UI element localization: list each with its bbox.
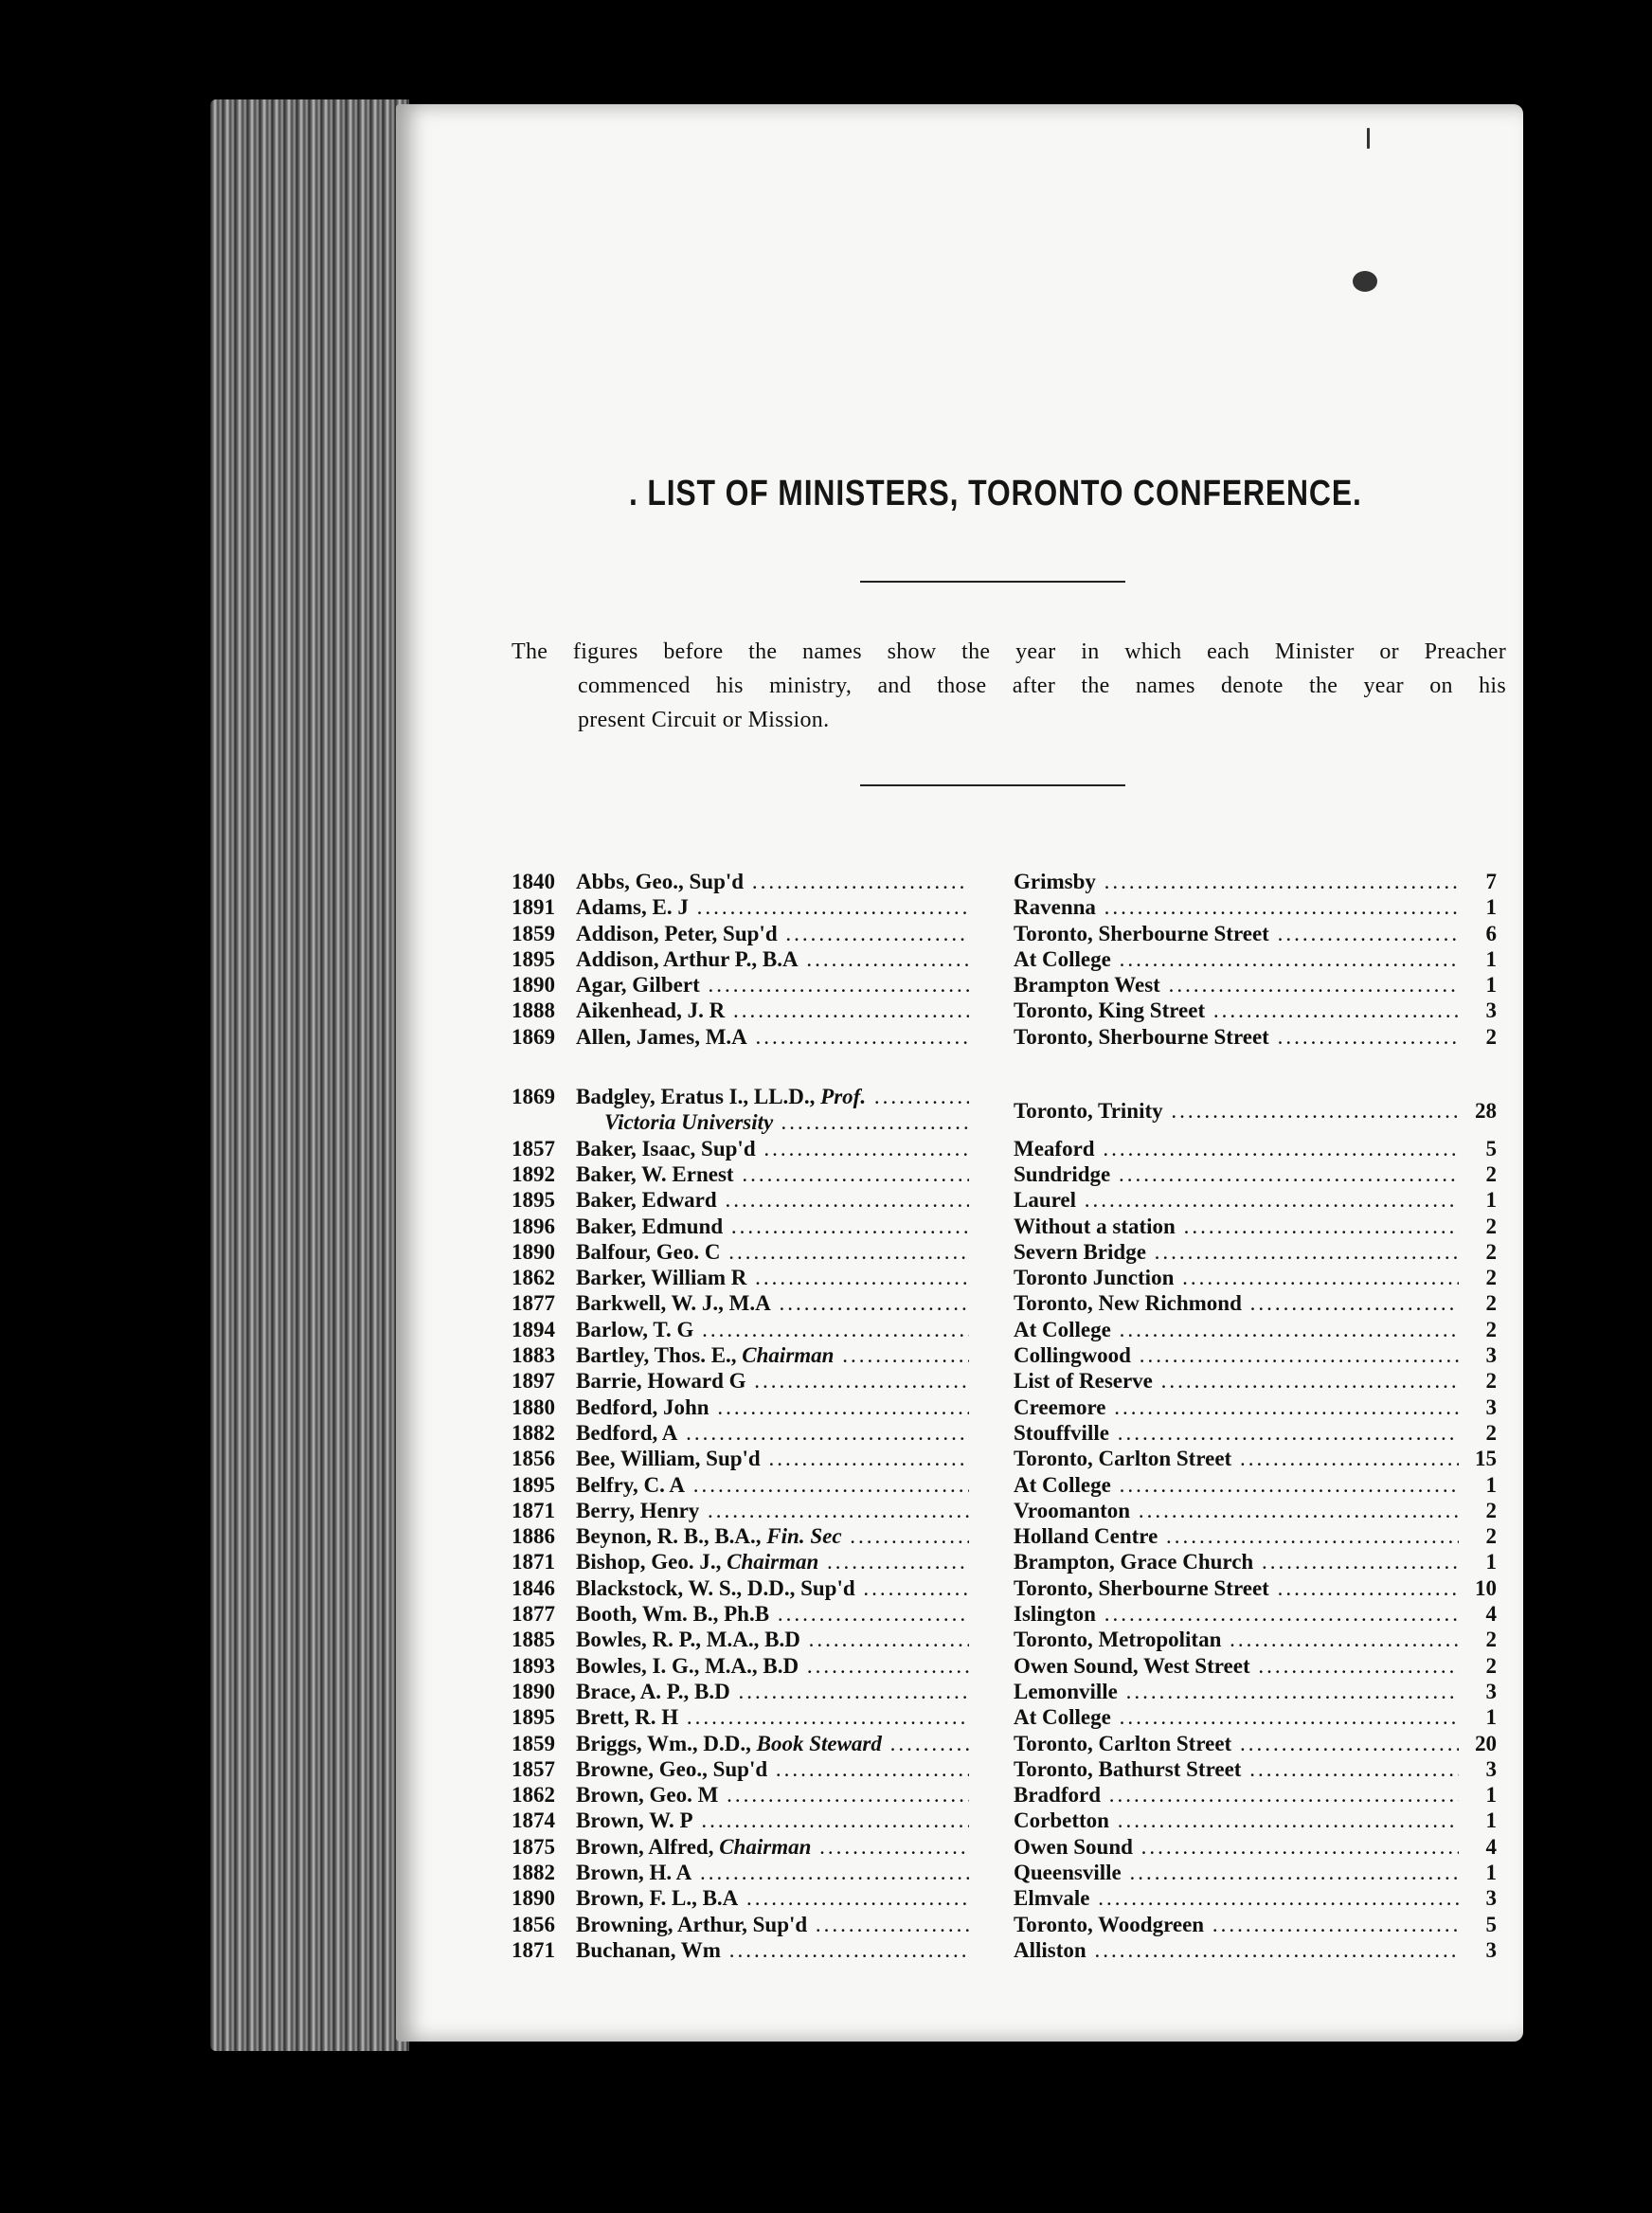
year-count: 2 [1485,1498,1497,1522]
station: Toronto, Woodgreen ..... [1014,1912,1459,1937]
minister-name [576,1024,969,1050]
year: 1840 [512,870,555,893]
minister-name [576,1704,969,1730]
minister-name [576,1161,969,1187]
name-text: Bartley, Thos. E., [576,1343,737,1368]
minister-name [576,1860,969,1885]
station: Toronto, Carlton Street ..... [1014,1731,1459,1756]
minister-name [576,998,969,1023]
year-count: 3 [1485,1756,1497,1781]
list-item [512,1575,1506,1601]
station: Owen Sound, West Street ..... [1014,1653,1459,1679]
year: 1890 [512,973,555,998]
year-count: 1 [1485,1705,1497,1730]
minister-name [576,1523,969,1549]
minister-name [576,1912,969,1937]
year: 1859 [512,921,555,945]
station: Ravenna ..... [1014,894,1459,920]
minister-name [576,1653,969,1679]
minister-name [576,1885,969,1911]
list-item [512,1187,1506,1213]
year: 1895 [512,1188,555,1213]
name-text: Baker, Edward [576,1188,717,1213]
intro-divider [860,784,1125,786]
year: 1895 [512,1705,555,1730]
station: Severn Bridge ..... [1014,1239,1459,1265]
title-divider [860,581,1125,583]
minister-name [576,1731,969,1756]
year-count: 2 [1485,1653,1497,1678]
ministers-group-b [512,1136,1506,1964]
list-item [512,1679,1506,1704]
station: Sundridge ..... [1014,1161,1459,1187]
year-count: 4 [1485,1834,1497,1859]
year: 1896 [512,1214,555,1238]
list-item [512,1420,1506,1446]
name-text: Berry, Henry [576,1498,700,1522]
year-count: 3 [1485,1394,1497,1419]
year-count: 2 [1485,1317,1497,1341]
name-text: Bowles, I. G., M.A., B.D [576,1653,799,1678]
year-count: 2 [1485,1420,1497,1445]
name-text: Baker, Edmund [576,1214,724,1238]
minister-name [576,1834,969,1860]
year: 1877 [512,1291,555,1316]
year-count: 1 [1485,895,1497,920]
list-item [512,1446,1506,1471]
minister-name [576,1549,969,1574]
year-count: 2 [1485,1161,1497,1186]
list-item [512,1808,1506,1833]
list-item [512,921,1506,946]
year: 1895 [512,946,555,971]
year: 1888 [512,999,555,1023]
list-item [512,1627,1506,1652]
year: 1882 [512,1420,555,1445]
station: Laurel ..... [1014,1187,1459,1213]
year-count: 2 [1485,1214,1497,1238]
minister-name [576,921,969,946]
station: At College ..... [1014,946,1459,972]
document-page [396,104,1523,2042]
minister-name [576,1394,969,1420]
minister-name [576,1446,969,1471]
year-count: 5 [1485,1136,1497,1160]
name-role: Fin. Sec [766,1524,842,1549]
station: Toronto, Carlton Street ..... [1014,1446,1459,1471]
name-text: Brown, Alfred, [576,1834,714,1859]
list-item [512,1342,1506,1368]
name-text: Barrie, Howard G [576,1369,746,1394]
list-item [512,1368,1506,1394]
year: 1856 [512,1447,555,1471]
station: At College ..... [1014,1472,1459,1498]
station: Collingwood ..... [1014,1342,1459,1368]
list-item [512,1161,1506,1187]
minister-name [576,1342,969,1368]
minister-name [576,1782,969,1808]
station: List of Reserve ..... [1014,1368,1459,1394]
list-item [512,894,1506,920]
year-count: 2 [1485,1239,1497,1264]
minister-name [576,1679,969,1704]
name-text: Brown, F. L., B.A [576,1886,739,1911]
list-item [512,1290,1506,1316]
year: 1877 [512,1602,555,1627]
list-item [512,1601,1506,1627]
minister-name [576,894,969,920]
name-role: Chairman [727,1550,819,1574]
station: Toronto, New Richmond ..... [1014,1290,1459,1316]
name-role: Chairman [719,1834,812,1859]
list-item [512,1394,1506,1420]
year: 1894 [512,1317,555,1341]
station: Alliston ..... [1014,1937,1459,1963]
station: Lemonville ..... [1014,1679,1459,1704]
name-role: Prof. [820,1085,867,1109]
station: Toronto, King Street ..... [1014,998,1459,1023]
name-text: Brown, H. A [576,1860,692,1884]
name-text: Adams, E. J [576,895,689,920]
name-text: Browne, Geo., Sup'd [576,1756,768,1781]
list-item [512,1937,1506,1963]
name-text: Barkwell, W. J., M.A [576,1291,771,1316]
minister-name [576,1627,969,1652]
name-text: Bee, William, Sup'd [576,1447,761,1471]
station: Toronto Junction ..... [1014,1265,1459,1290]
minister-name [576,1601,969,1627]
year: 1846 [512,1575,555,1600]
year-count: 2 [1485,1024,1497,1049]
station: Bradford ..... [1014,1782,1459,1808]
list-item [512,1498,1506,1523]
group-spacer [512,1050,1506,1084]
minister-name [576,1214,969,1239]
minister-name [576,972,969,998]
minister-name-continuation: Victoria University ..... [576,1109,969,1135]
year-count: 2 [1485,1628,1497,1652]
name-text: Booth, Wm. B., Ph.B [576,1602,770,1627]
minister-name [576,1420,969,1446]
year: 1890 [512,1679,555,1703]
name-text: Agar, Gilbert [576,973,700,998]
list-item [512,1024,1506,1050]
year: 1897 [512,1369,555,1394]
station: Toronto, Bathurst Street ..... [1014,1756,1459,1782]
year: 1875 [512,1834,555,1859]
name-text: Brace, A. P., B.D [576,1679,730,1703]
minister-name [576,1368,969,1394]
minister-name [576,1265,969,1290]
minister-name [576,1084,969,1109]
minister-name [576,946,969,972]
year: 1885 [512,1628,555,1652]
minister-name [576,1498,969,1523]
name-text: Badgley, Eratus I., LL.D., [576,1085,816,1109]
ministers-group-a [512,869,1506,1050]
name-role: Chairman [742,1343,835,1368]
name-text: Abbs, Geo., Sup'd [576,870,745,893]
name-text: Beynon, R. B., B.A., [576,1524,762,1549]
name-text: Brett, R. H [576,1705,679,1730]
year: 1895 [512,1472,555,1497]
list-item [512,869,1506,894]
list-item [512,1885,1506,1911]
station: Toronto, Sherbourne Street ..... [1014,1024,1459,1050]
station: Stouffville ..... [1014,1420,1459,1446]
minister-name [576,1472,969,1498]
station: Creemore ..... [1014,1394,1459,1420]
name-text: Bedford, A [576,1420,678,1445]
name-text: Barker, William R [576,1266,747,1290]
station: Elmvale ..... [1014,1885,1459,1911]
year: 1874 [512,1808,555,1833]
list-item [512,998,1506,1023]
station: At College ..... [1014,1704,1459,1730]
minister-name [576,1317,969,1342]
minister-name [576,1187,969,1213]
year: 1892 [512,1161,555,1186]
list-item [512,1265,1506,1290]
year: 1859 [512,1731,555,1755]
name-text: Buchanan, Wm [576,1937,721,1962]
list-item [512,1214,1506,1239]
year-count: 2 [1485,1291,1497,1316]
year-count: 1 [1485,1550,1497,1574]
ministers-list [512,869,1506,1963]
list-item [512,1472,1506,1498]
year-count: 3 [1485,1679,1497,1703]
minister-name [576,869,969,894]
name-text: Addison, Peter, Sup'd [576,921,778,945]
page-title: . LIST OF MINISTERS, TORONTO CONFERENCE. [628,474,1362,513]
list-item [512,1239,1506,1265]
year-count: 1 [1485,1472,1497,1497]
name-text: Bedford, John [576,1394,709,1419]
list-item [512,1704,1506,1730]
station: Corbetton ..... [1014,1808,1459,1833]
year-count: 28 [1475,1099,1497,1124]
year: 1871 [512,1498,555,1522]
minister-name [576,1239,969,1265]
station: Islington ..... [1014,1601,1459,1627]
year-count: 7 [1485,870,1497,893]
minister-name [576,1808,969,1833]
list-item [512,1523,1506,1549]
year: 1891 [512,895,555,920]
name-text: Blackstock, W. S., D.D., Sup'd [576,1575,855,1600]
year: 1869 [512,1085,555,1109]
name-text: Baker, W. Ernest [576,1161,734,1186]
name-text: Belfry, C. A [576,1472,685,1497]
year: 1871 [512,1937,555,1962]
year: 1893 [512,1653,555,1678]
list-item [512,1834,1506,1860]
station: Toronto, Trinity ..... [1014,1098,1459,1124]
year-count: 15 [1475,1447,1497,1471]
name-text: Barlow, T. G [576,1317,694,1341]
year: 1883 [512,1343,555,1368]
name-text: Allen, James, M.A [576,1024,747,1049]
name-text: Addison, Arthur P., B.A [576,946,799,971]
station: Brampton, Grace Church ..... [1014,1549,1459,1574]
year: 1862 [512,1266,555,1290]
minister-name [576,1136,969,1161]
year-count: 3 [1485,1343,1497,1368]
minister-name [576,1937,969,1963]
station: Toronto, Sherbourne Street ..... [1014,921,1459,946]
year: 1857 [512,1136,555,1160]
name-text: Bishop, Geo. J., [576,1550,722,1574]
station: Grimsby ..... [1014,869,1459,894]
year: 1886 [512,1524,555,1549]
list-item [512,1549,1506,1574]
list-item [512,1912,1506,1937]
year: 1880 [512,1394,555,1419]
year-count: 1 [1485,973,1497,998]
station: Queensville ..... [1014,1860,1459,1885]
list-item [512,1099,1506,1135]
year-count: 1 [1485,1860,1497,1884]
minister-name [576,1575,969,1601]
name-text: Aikenhead, J. R [576,999,726,1023]
name-text: Balfour, Geo. C [576,1239,721,1264]
ink-blot [1353,271,1377,292]
list-item [512,1782,1506,1808]
intro-line-1: The figures before the names show the year in which each Minister or Preacher [512,639,1506,664]
name-text: Briggs, Wm., D.D., [576,1731,751,1755]
year-count: 3 [1485,999,1497,1023]
year-count: 2 [1485,1369,1497,1394]
year-count: 1 [1485,946,1497,971]
station: Holland Centre ..... [1014,1523,1459,1549]
list-item [512,1136,1506,1161]
list-item [512,1317,1506,1342]
station: Owen Sound ..... [1014,1834,1459,1860]
year-count: 3 [1485,1937,1497,1962]
book-page-edges [210,99,409,2051]
year-count: 5 [1485,1912,1497,1936]
name-text: Brown, Geo. M [576,1783,719,1808]
year-count: 4 [1485,1602,1497,1627]
list-item [512,1860,1506,1885]
year: 1890 [512,1886,555,1911]
name-text: Baker, Isaac, Sup'd [576,1136,756,1160]
year-count: 1 [1485,1188,1497,1213]
year-count: 3 [1485,1886,1497,1911]
ink-mark [1367,128,1370,149]
station: Toronto, Sherbourne Street ..... [1014,1575,1459,1601]
year-count: 1 [1485,1783,1497,1808]
list-item [512,972,1506,998]
list-item [512,1731,1506,1756]
intro-paragraph [512,635,1506,737]
year-count: 20 [1475,1731,1497,1755]
minister-name [576,1290,969,1316]
station: Toronto, Metropolitan ..... [1014,1627,1459,1652]
year: 1869 [512,1024,555,1049]
year: 1862 [512,1783,555,1808]
intro-line-2: commenced his ministry, and those after the names denote the year on his [578,674,1506,698]
intro-line-3: present Circuit or Mission. [578,708,830,732]
year-count: 10 [1475,1575,1497,1600]
name-text: Brown, W. P [576,1808,693,1833]
year-count: 2 [1485,1524,1497,1549]
year: 1871 [512,1550,555,1574]
name-text: Bowles, R. P., M.A., B.D [576,1628,800,1652]
year: 1882 [512,1860,555,1884]
year-count: 6 [1485,921,1497,945]
year-count: 2 [1485,1266,1497,1290]
minister-name [576,1756,969,1782]
station: Vroomanton ..... [1014,1498,1459,1523]
list-item [512,1756,1506,1782]
year: 1890 [512,1239,555,1264]
station: At College ..... [1014,1317,1459,1342]
name-role: Book Steward [756,1731,882,1755]
station: Brampton West ..... [1014,972,1459,998]
name-text: Browning, Arthur, Sup'd [576,1912,808,1936]
station: Without a station ..... [1014,1214,1459,1239]
year-count: 1 [1485,1808,1497,1833]
station: Meaford ..... [1014,1136,1459,1161]
year: 1856 [512,1912,555,1936]
list-item [512,1653,1506,1679]
year: 1857 [512,1756,555,1781]
list-item [512,946,1506,972]
